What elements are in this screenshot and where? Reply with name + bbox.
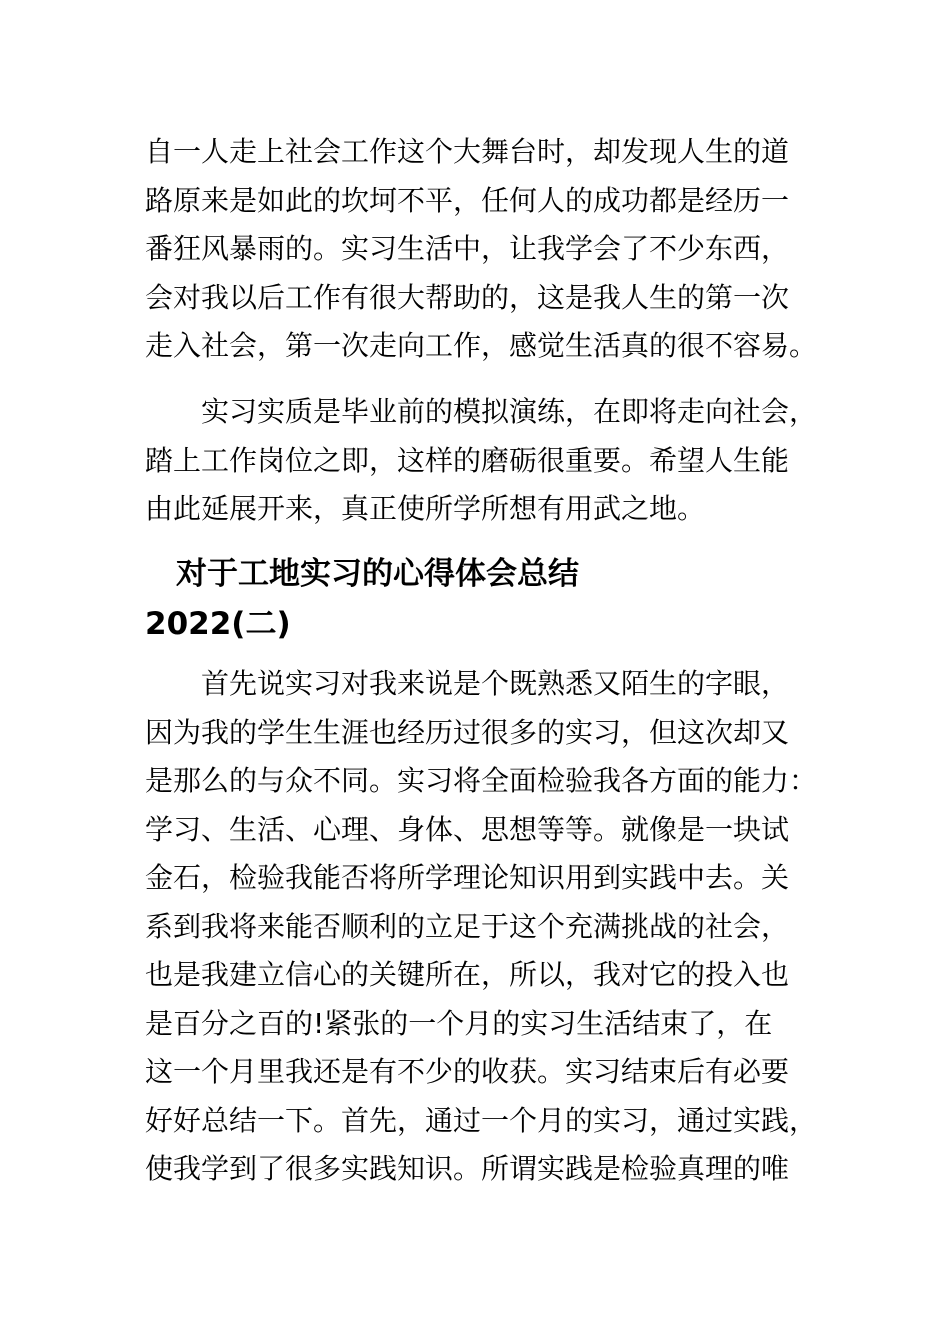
paragraph-3 xyxy=(145,660,835,1194)
heading-line: 对于工地实习的心得体会总结 xyxy=(145,556,579,592)
paragraph-line: 是那么的与众不同。实习将全面检验我各方面的能力： xyxy=(145,764,818,797)
paragraph-line: 番狂风暴雨的。实习生活中，让我学会了不少东西， xyxy=(145,232,790,265)
paragraph-2 xyxy=(145,388,835,534)
paragraph-line: 自一人走上社会工作这个大舞台时，却发现人生的道 xyxy=(145,135,790,168)
paragraph-line: 学习、生活、心理、身体、思想等等。就像是一块试 xyxy=(145,812,790,846)
paragraph-line: 好好总结一下。首先，通过一个月的实习，通过实践， xyxy=(145,1103,818,1137)
paragraph-line: 也是我建立信心的关键所在，所以，我对它的投入也 xyxy=(145,958,790,991)
paragraph-line: 路原来是如此的坎坷不平，任何人的成功都是经历一 xyxy=(145,183,790,217)
paragraph-line: 首先说实习对我来说是个既熟悉又陌生的字眼， xyxy=(145,667,790,700)
paragraph-line: 由此延展开来，真正使所学所想有用武之地。 xyxy=(145,492,706,525)
paragraph-line: 是百分之百的!紧张的一个月的实习生活结束了，在 xyxy=(145,1006,773,1040)
section-heading xyxy=(145,549,845,649)
paragraph-line: 这一个月里我还是有不少的收获。实习结束后有必要 xyxy=(145,1055,790,1088)
paragraph-line: 实习实质是毕业前的模拟演练，在即将走向社会， xyxy=(145,395,818,428)
paragraph-line: 会对我以后工作有很大帮助的，这是我人生的第一次 xyxy=(145,280,790,314)
heading-line: 2022(二) xyxy=(145,606,291,642)
paragraph-1 xyxy=(145,128,835,371)
paragraph-line: 使我学到了很多实践知识。所谓实践是检验真理的唯 xyxy=(145,1152,790,1185)
paragraph-line: 因为我的学生生涯也经历过很多的实习，但这次却又 xyxy=(145,715,790,749)
paragraph-line: 走入社会，第一次走向工作，感觉生活真的很不容易。 xyxy=(145,329,818,362)
paragraph-line: 系到我将来能否顺利的立足于这个充满挑战的社会， xyxy=(145,909,790,943)
paragraph-line: 踏上工作岗位之即，这样的磨砺很重要。希望人生能 xyxy=(145,443,790,477)
paragraph-line: 金石，检验我能否将所学理论知识用到实践中去。关 xyxy=(145,861,790,894)
